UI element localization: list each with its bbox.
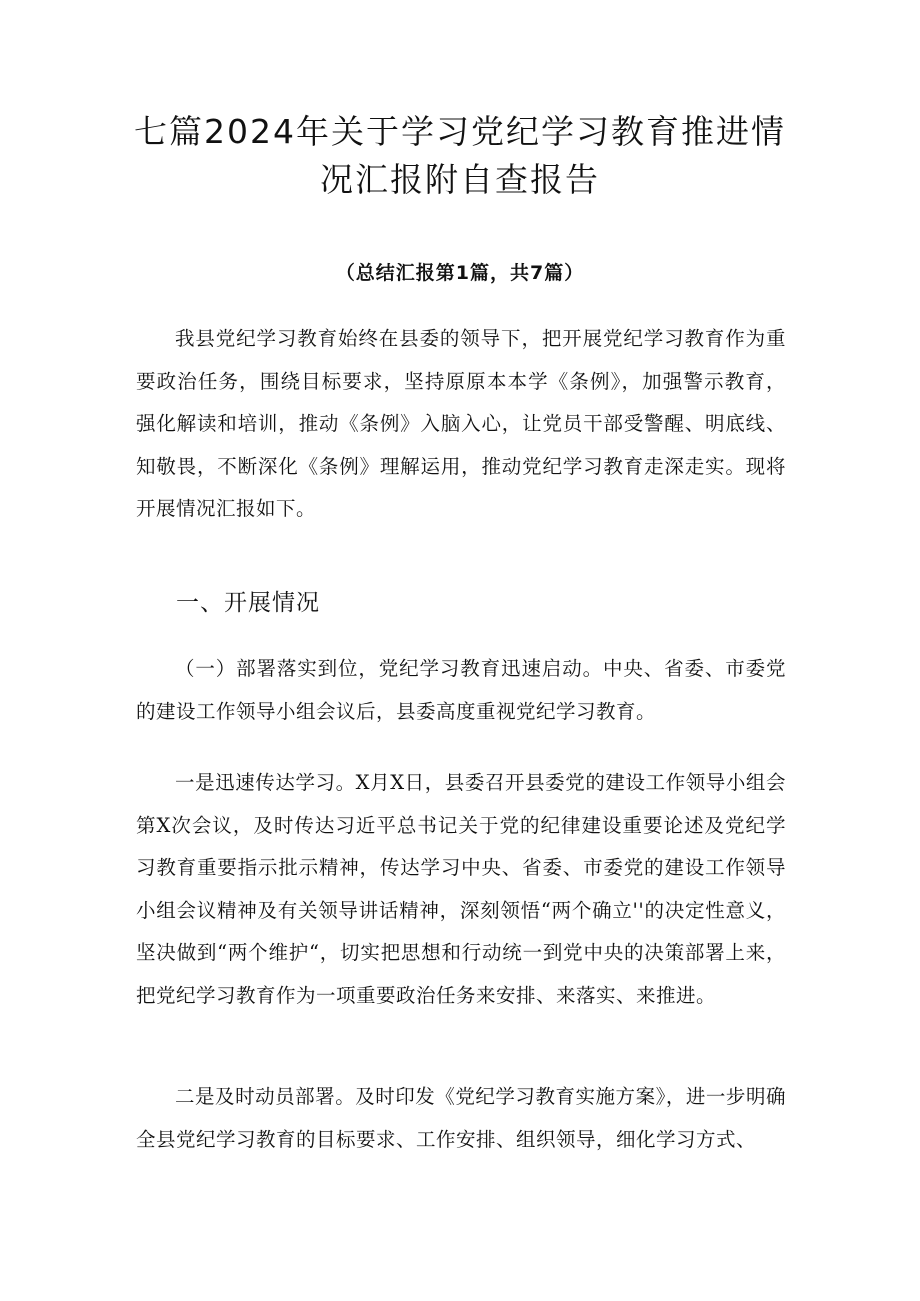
section-heading: 一、开展情况 [176, 590, 320, 616]
document-title-line1: 七篇2024年关于学习党纪学习教育推进情 [134, 112, 786, 151]
point-one-paragraph: 一是迅速传达学习。X月X日，县委召开县委党的建设工作领导小组会第X次会议，及时传达习近平总书记关于党的纪律建设重要论述及党纪学习教育重要指示批示精神，传达学习中央、省委、市委党的建设工作领导小组会议精神及有关领导讲话精神，深刻领悟“两个确立''的决定性意义，坚决做到“两个维护“，切实把思想和行动统一到党中央的决策部署上来，把党纪学习教育作为一项重要政治任务来安排、来落实、来推进。 [136, 771, 786, 1007]
intro-paragraph: 我县党纪学习教育始终在县委的领导下，把开展党纪学习教育作为重要政治任务，围绕目标要求，坚持原原本本学《条例》，加强警示教育，强化解读和培训，推动《条例》入脑入心，让党员干部受警醒、明底线、知敬畏，不断深化《条例》理解运用，推动党纪学习教育走深走实。现将开展情况汇报如下。 [136, 327, 786, 521]
subsection-paragraph: （一）部署落实到位，党纪学习教育迅速启动。中央、省委、市委党的建设工作领导小组会议后，县委高度重视党纪学习教育。 [136, 657, 786, 723]
document-subtitle: （总结汇报第1篇，共7篇） [335, 262, 585, 284]
document-title-line2: 况汇报附自查报告 [320, 160, 600, 199]
point-two-paragraph: 二是及时动员部署。及时印发《党纪学习教育实施方案》，进一步明确全县党纪学习教育的目标要求、工作安排、组织领导，细化学习方式、 [136, 1085, 786, 1151]
